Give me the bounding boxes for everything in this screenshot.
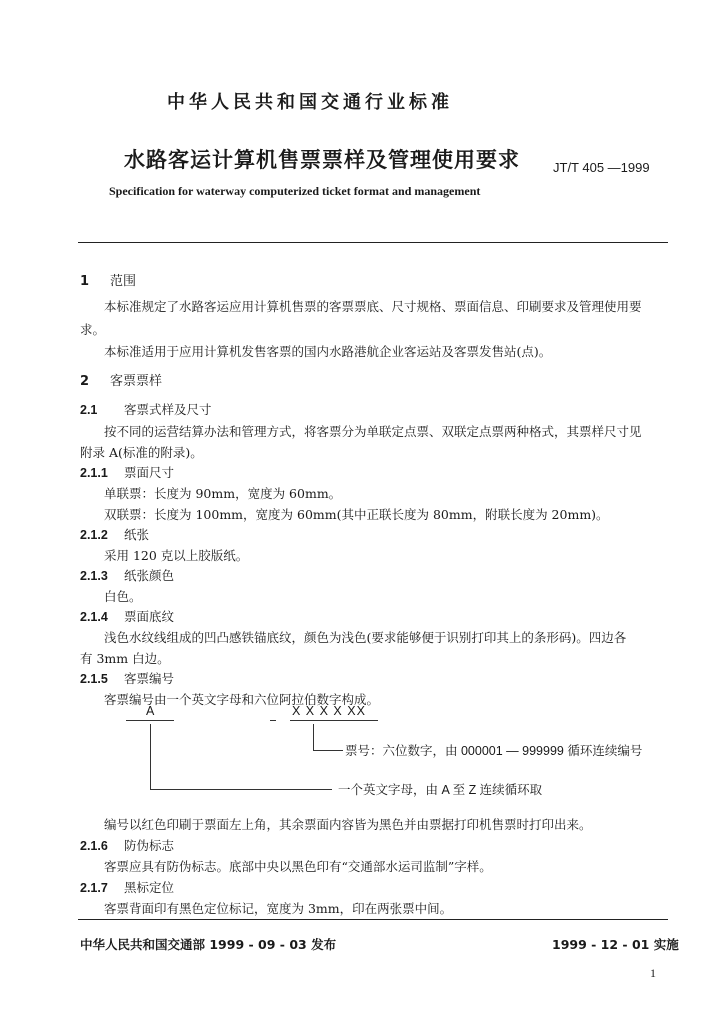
subsection-title: 票面底纹 — [124, 609, 175, 624]
section-number: 2 — [80, 374, 90, 389]
section-1-heading — [80, 270, 136, 289]
effective-date: 1999 - 12 - 01 实施 — [552, 937, 679, 952]
subsection-title: 票面尺寸 — [124, 465, 175, 480]
subsection-2-1-4-heading — [80, 607, 174, 625]
subsection-number: 2.1.3 — [80, 569, 108, 583]
subsection-title: 客票编号 — [124, 671, 175, 686]
subsection-2-1-heading — [80, 400, 212, 418]
paragraph: 客票应具有防伪标志。底部中央以黑色印有“交通部水运司监制”字样。 — [104, 859, 492, 874]
paragraph: 本标准规定了水路客运应用计算机售票的客票票底、尺寸规格、票面信息、印刷要求及管理使用要 — [104, 299, 642, 314]
subsection-2-1-1-heading — [80, 463, 174, 481]
subsection-2-1-6-heading — [80, 836, 174, 854]
paragraph: 按不同的运营结算办法和管理方式，将客票分为单联定点票、双联定点票两种格式，其票样尺寸见 — [104, 424, 642, 439]
standard-code: JT/T 405 —1999 — [553, 160, 650, 175]
paragraph: 双联票：长度为 100mm，宽度为 60mm(其中正联长度为 80mm，附联长度为 20mm)。 — [104, 507, 609, 522]
subsection-title: 纸张 — [124, 527, 150, 542]
header-divider — [78, 242, 668, 243]
subsection-number: 2.1 — [80, 403, 98, 417]
subsection-2-1-2-heading — [80, 525, 149, 543]
subsection-2-1-3-heading — [80, 566, 174, 584]
section-title: 客票票样 — [110, 374, 163, 389]
paragraph: 白色。 — [104, 589, 142, 604]
section-2-heading — [80, 370, 162, 389]
subsection-number: 2.1.2 — [80, 528, 108, 542]
subsection-number: 2.1.7 — [80, 881, 108, 895]
section-title: 范围 — [110, 274, 137, 289]
diagram-digits-placeholder: X X X X XX — [292, 704, 366, 718]
diagram-serial-label: 票号：六位数字，由 000001 — 999999 循环连续编号 — [345, 744, 643, 758]
diagram-letter-placeholder: A — [146, 704, 155, 718]
subsection-title: 防伪标志 — [124, 838, 175, 853]
diagram-digits-underline — [290, 720, 378, 721]
issuing-organization: 中华人民共和国交通行业标准 — [167, 92, 453, 113]
subsection-number: 2.1.5 — [80, 672, 108, 686]
diagram-letter-leader-horizontal — [150, 789, 332, 790]
paragraph: 有 3mm 白边。 — [80, 651, 170, 666]
diagram-serial-leader-horizontal — [313, 750, 343, 751]
diagram-serial-leader-vertical — [313, 724, 314, 751]
english-title: Specification for waterway computerized ticket format and management — [109, 184, 481, 198]
subsection-number: 2.1.1 — [80, 466, 108, 480]
paragraph: 附录 A(标准的附录)。 — [80, 445, 203, 460]
paragraph: 编号以红色印刷于票面左上角，其余票面内容皆为黑色并由票据打印机售票时打印出来。 — [104, 817, 592, 832]
subsection-title: 客票式样及尺寸 — [124, 402, 212, 417]
paragraph: 求。 — [80, 322, 106, 337]
paragraph: 客票编号由一个英文字母和六位阿拉伯数字构成。 — [104, 692, 380, 707]
subsection-2-1-5-heading — [80, 669, 174, 687]
footer-divider — [78, 919, 668, 920]
diagram-letter-underline — [126, 720, 174, 721]
section-number: 1 — [80, 274, 90, 289]
subsection-number: 2.1.4 — [80, 610, 108, 624]
page-number: 1 — [650, 966, 656, 980]
subsection-title: 纸张颜色 — [124, 568, 175, 583]
paragraph: 单联票：长度为 90mm，宽度为 60mm。 — [104, 486, 342, 501]
diagram-letter-label: 一个英文字母，由 A 至 Z 连续循环取 — [338, 783, 543, 797]
paragraph: 客票背面印有黑色定位标记，宽度为 3mm，印在两张票中间。 — [104, 901, 453, 916]
paragraph: 采用 120 克以上胶版纸。 — [104, 548, 249, 563]
issue-date: 中华人民共和国交通部 1999 - 09 - 03 发布 — [80, 937, 337, 952]
subsection-title: 黑标定位 — [124, 880, 175, 895]
diagram-dash — [270, 720, 276, 721]
paragraph: 本标准适用于应用计算机发售客票的国内水路港航企业客运站及客票发售站(点)。 — [104, 344, 552, 359]
document-title: 水路客运计算机售票票样及管理使用要求 — [124, 148, 520, 172]
subsection-2-1-7-heading — [80, 878, 174, 896]
paragraph: 浅色水纹线组成的凹凸感铁锚底纹，颜色为浅色(要求能够便于识别打印其上的条形码)。四边各 — [104, 630, 627, 645]
diagram-letter-leader-vertical — [150, 724, 151, 790]
subsection-number: 2.1.6 — [80, 839, 108, 853]
